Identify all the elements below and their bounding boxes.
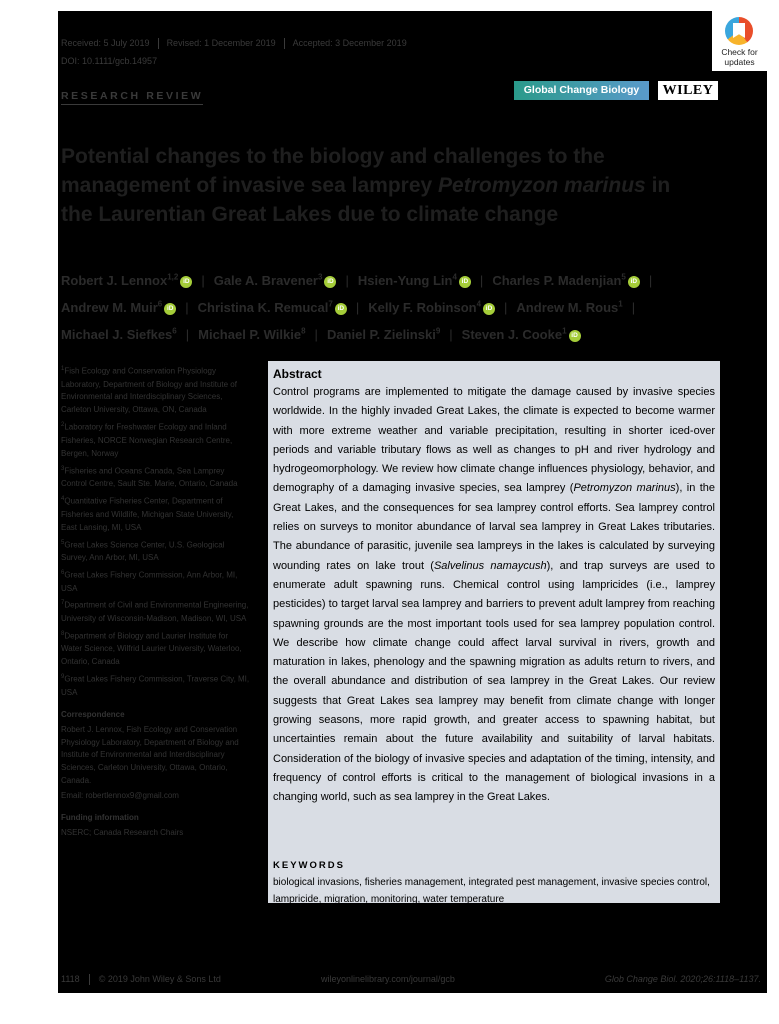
abstract-box	[268, 361, 720, 903]
author-affiliation-number: 4	[476, 299, 482, 309]
article-page	[58, 11, 767, 993]
correspondence-email[interactable]: Email: robertlennox9@gmail.com	[61, 791, 179, 801]
keywords-heading: KEYWORDS	[273, 860, 345, 871]
author-name: Andrew M. Muir	[61, 300, 158, 316]
affiliation-list	[61, 363, 251, 700]
received-date: Received: 5 July 2019	[61, 38, 150, 48]
author-name: Daniel P. Zielinski	[326, 326, 436, 342]
author-separator: |	[345, 273, 349, 289]
affiliation-number: 6	[61, 569, 65, 576]
author-separator: |	[355, 300, 360, 316]
affiliation-text: Laboratory for Freshwater Ecology and Inland Fisheries, NORCE Norwegian Research Centre, Bergen, Norway	[61, 422, 233, 458]
author-separator: |	[314, 326, 318, 342]
author-affiliation-number: 1	[618, 299, 623, 309]
affiliation-text: Great Lakes Fishery Commission, Traverse City, MI, USA	[61, 674, 250, 697]
check-updates-label: Check for updates	[721, 47, 758, 67]
page-footer	[61, 974, 761, 985]
abstract-segment: ), and trap surveys are used to enumerate adult spawning runs. Chemical control using lampricides (i.e., lamprey pesticides) to target larval sea lamprey and barriers to prevent adult lamprey from reaching spawning grounds are the most important tools used for sea lamprey population control. We describe how climate change could affect larval survival in rivers, growth and maturation in lakes, phenology and the spawning migration as adults return to rivers, and the overall abundance and distribution of sea lamprey in the Great Lakes. Our review suggests that Great Lakes sea lamprey may benefit from climate change with longer growing seasons, more rapid growth, and greater access to spawning habitat, but uncertainties remain about the future availability and suitability of larval habitats. Consideration of the biology of invasive species and adaptation of the timing, intensity, and frequency of control efforts is critical to the management of biological invasions in a changing world, such as sea lamprey in the Great Lakes.	[273, 559, 715, 804]
author[interactable]	[214, 273, 337, 288]
author-separator: |	[504, 300, 508, 316]
author-separator: |	[631, 300, 636, 316]
affiliation-number: 3	[61, 465, 65, 472]
author-separator: |	[185, 326, 190, 342]
author[interactable]	[327, 327, 440, 342]
page-number: 1118	[61, 974, 80, 984]
abstract-text	[273, 383, 715, 808]
abstract-segment: ), in the Great Lakes, and the consequences for sea lamprey control efforts. Sea lamprey control relies on surveys to monitor abundance of larval sea lamprey in Great Lakes tributaries. The abundance of parasitic, juvenile sea lampreys in the lakes is calculated by surveying wounding rates on lake trout (	[273, 482, 715, 572]
author[interactable]	[198, 327, 305, 342]
author[interactable]	[61, 273, 192, 288]
author[interactable]	[358, 273, 471, 288]
abstract-species-name: Salvelinus namaycush	[433, 559, 547, 572]
funding-text: NSERC; Canada Research Chairs	[61, 828, 184, 837]
affiliation	[61, 537, 251, 565]
affiliation	[61, 671, 251, 699]
article-title	[61, 142, 701, 229]
abstract-heading: Abstract	[273, 367, 322, 381]
affiliation	[61, 363, 251, 417]
check-for-updates-button[interactable]	[712, 11, 767, 71]
author[interactable]	[198, 300, 347, 315]
author-name: Charles P. Madenjian	[492, 273, 622, 289]
revised-date: Revised: 1 December 2019	[166, 38, 276, 48]
affiliation-text: Department of Civil and Environmental Engineering, University of Wisconsin-Madison, Madison, WI, USA	[61, 601, 249, 623]
orcid-icon[interactable]: iD	[180, 276, 192, 288]
author[interactable]	[462, 327, 581, 342]
correspondence-text: Robert J. Lennox, Fish Ecology and Conservation Physiology Laboratory, Department of Biology and Institute of Environmental and Interdisciplinary Sciences, Carleton University, Ottawa, Ontario, Canada.	[61, 724, 239, 786]
author[interactable]	[492, 273, 640, 288]
citation: Glob Change Biol. 2020;26:1118–1137.	[604, 974, 761, 984]
crossmark-icon	[725, 17, 753, 45]
journal-logo: Global Change Biology	[514, 81, 649, 100]
footer-separator	[89, 974, 90, 985]
section-label: RESEARCH REVIEW	[61, 90, 203, 105]
author-name: Steven J. Cooke	[461, 326, 563, 342]
affiliation	[61, 567, 251, 595]
orcid-icon[interactable]: iD	[628, 276, 640, 288]
author-affiliation-number: 5	[621, 273, 626, 282]
author-list	[61, 266, 761, 346]
author-affiliation-number: 1,2	[167, 273, 179, 282]
author-name: Gale A. Bravener	[213, 273, 318, 289]
affiliation-text: Department of Biology and Laurier Institute for Water Science, Wilfrid Laurier University, Waterloo, Ontario, Canada	[61, 631, 242, 667]
affiliation-text: Fish Ecology and Conservation Physiology Laboratory, Department of Biology and Institute of Environmental and Interdisciplinary Sciences, Carleton University, Ottawa, ON, Canada	[61, 366, 237, 415]
orcid-icon[interactable]: iD	[335, 303, 347, 315]
affiliation-number: 5	[61, 539, 65, 546]
author-affiliation-number: 3	[318, 273, 323, 282]
article-dates	[61, 38, 407, 49]
affiliation	[61, 628, 251, 669]
accepted-date: Accepted: 3 December 2019	[292, 38, 407, 48]
abstract-species-name: Petromyzon marinus	[573, 482, 676, 495]
author-affiliation-number: 9	[435, 326, 441, 336]
affiliation-text: Fisheries and Oceans Canada, Sea Lamprey Control Centre, Sault Ste. Marie, Ontario, Canada	[61, 466, 238, 489]
author[interactable]	[61, 327, 177, 342]
title-species: Petromyzon marinus	[438, 174, 646, 197]
author-name: Robert J. Lennox	[61, 273, 168, 289]
author-affiliation-number: 1	[562, 326, 567, 336]
correspondence-heading: Correspondence	[61, 709, 125, 719]
affiliation-text: Great Lakes Fishery Commission, Ann Arbor, MI, USA	[61, 570, 238, 593]
publisher-logo: WILEY	[658, 81, 718, 100]
keywords-text: biological invasions, fisheries management, integrated pest management, invasive species control, lampricide, migration, monitoring, water temperature	[273, 877, 710, 905]
abstract-segment: Control programs are implemented to mitigate the damage caused by invasive species worldwide. In the highly invaded Great Lakes, the climate is expected to become warmer with more extreme weather and variable precipitation, resulting in shorter iced-over periods and variable tributary flows as well as changes to pH and river hydrology and hydrogeomorphology. We review how climate change influences physiology, behavior, and demography of a damaging invasive species, sea lamprey (	[273, 386, 715, 495]
affiliation-number: 2	[61, 422, 65, 429]
date-separator	[158, 38, 159, 49]
affiliation	[61, 463, 251, 491]
author[interactable]	[61, 300, 176, 315]
author-affiliation-number: 4	[452, 273, 457, 282]
orcid-icon[interactable]: iD	[569, 330, 581, 342]
author[interactable]	[516, 300, 622, 315]
affiliation	[61, 493, 251, 534]
author-separator: |	[479, 273, 484, 289]
author-affiliation-number: 8	[301, 326, 306, 336]
affiliation-number: 8	[61, 630, 65, 637]
affiliation	[61, 419, 251, 460]
affiliation-number: 9	[61, 674, 65, 681]
author-affiliation-number: 6	[172, 326, 177, 336]
author-name: Michael P. Wilkie	[198, 326, 302, 342]
affiliations-column	[61, 363, 251, 842]
author[interactable]	[368, 300, 495, 315]
author-separator: |	[201, 273, 205, 289]
orcid-icon[interactable]: iD	[459, 276, 471, 288]
orcid-icon[interactable]: iD	[483, 303, 495, 315]
author-name: Hsien-Yung Lin	[357, 273, 453, 289]
author-affiliation-number: 7	[328, 299, 333, 309]
author-separator: |	[449, 326, 453, 342]
author-separator: |	[185, 300, 189, 316]
author-name: Michael J. Siefkes	[61, 326, 173, 342]
copyright: © 2019 John Wiley & Sons Ltd	[98, 974, 221, 984]
author-name: Kelly F. Robinson	[368, 300, 477, 316]
affiliation-text: Quantitative Fisheries Center, Department of Fisheries and Wildlife, Michigan State University, East Lansing, MI, USA	[61, 496, 234, 532]
title-part-1: Potential changes to the biology and challenges to the management of invasive sea lamprey	[61, 145, 605, 197]
date-separator	[284, 38, 285, 49]
affiliation-number: 4	[61, 496, 65, 503]
title-part-2: in the Laurentian Great Lakes due to climate change	[61, 174, 671, 226]
affiliation-number: 1	[61, 366, 65, 372]
orcid-icon[interactable]: iD	[324, 276, 336, 288]
funding-heading: Funding information	[61, 813, 139, 823]
journal-url[interactable]: wileyonlinelibrary.com/journal/gcb	[321, 974, 455, 984]
affiliation	[61, 597, 251, 625]
author-name: Christina K. Remucal	[197, 300, 329, 316]
author-separator: |	[648, 273, 653, 289]
author-affiliation-number: 6	[157, 299, 163, 309]
author-name: Andrew M. Rous	[516, 300, 619, 316]
doi-link[interactable]: DOI: 10.1111/gcb.14957	[61, 56, 158, 66]
affiliation-number: 7	[61, 600, 65, 607]
affiliation-text: Great Lakes Science Center, U.S. Geological Survey, Ann Arbor, MI, USA	[61, 540, 225, 563]
orcid-icon[interactable]: iD	[164, 303, 176, 315]
